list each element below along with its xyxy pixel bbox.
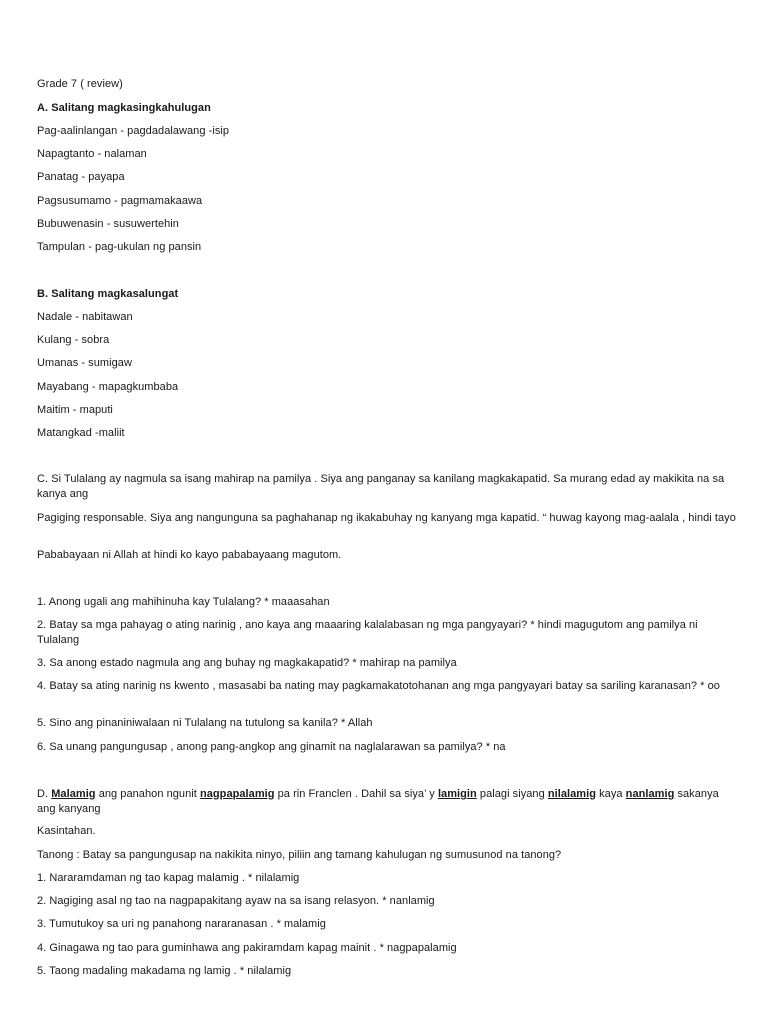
section-d-prompt: Tanong : Batay sa pangungusap na nakikita ninyo, piliin ang tamang kahulugan ng sumusunod na tanong? — [37, 849, 562, 861]
section-d-answer: 1. Nararamdaman ng tao kapag malamig . * nilalamig — [37, 872, 300, 884]
section-c-paragraph: Pababayaan ni Allah at hindi ko kayo pababayaang magutom. — [37, 549, 342, 561]
section-d-prefix: D. — [37, 788, 52, 800]
sentence-text: palagi siyang — [476, 788, 548, 800]
sentence-text: sakanya ang kanyang — [37, 788, 719, 815]
section-a-item: Napagtanto - nalaman — [37, 148, 147, 160]
sentence-text: pa rin Franclen . Dahil sa siya’ y — [274, 788, 438, 800]
section-a-item: Pag-aalinlangan - pagdadalawang -isip — [37, 125, 230, 137]
section-b-item: Umanas - sumigaw — [37, 357, 132, 369]
underlined-word: Malamig — [51, 788, 96, 800]
section-d-continuation: Kasintahan. — [37, 825, 96, 837]
section-a-item: Pagsusumamo - pagmamakaawa — [37, 195, 203, 207]
section-d-answer: 3. Tumutukoy sa uri ng panahong nararanasan . * malamig — [37, 918, 326, 930]
section-b-item: Matangkad -maliit — [37, 427, 125, 439]
underlined-word: lamigin — [437, 788, 477, 800]
section-b-heading: B. Salitang magkasalungat — [37, 288, 179, 300]
section-c-question: 2. Batay sa mga pahayag o ating narinig , ano kaya ang maaaring kalalabasan ng mga pangyayari? * hindi magugutom ang pamilya ni Tulalang — [37, 619, 698, 646]
section-d-answer: 2. Nagiging asal ng tao na nagpapakitang ayaw na sa isang relasyon. * nanlamig — [37, 895, 435, 907]
section-c-paragraph: C. Si Tulalang ay nagmula sa isang mahirap na pamilya . Siya ang panganay sa kanilang magkakapatid. Sa murang edad ay makikita na sa kanya ang — [37, 473, 725, 500]
document-title: Grade 7 ( review) — [37, 78, 123, 90]
section-a-item: Tampulan - pag-ukulan ng pansin — [37, 241, 202, 253]
section-b-item: Nadale - nabitawan — [37, 311, 133, 323]
section-c-paragraph: Pagiging responsable. Siya ang nangunguna sa paghahanap ng ikakabuhay ng kanyang mga kapatid. “ huwag kayong mag-aalala , hindi tayo — [37, 512, 736, 524]
section-a-heading: A. Salitang magkasingkahulugan — [37, 102, 211, 114]
sentence-text: kaya — [596, 788, 626, 800]
section-b-item: Mayabang - mapagkumbaba — [37, 381, 179, 393]
section-a-item: Panatag - payapa — [37, 171, 125, 183]
section-c-question: 1. Anong ugali ang mahihinuha kay Tulalang? * maaasahan — [37, 596, 330, 608]
section-a-item: Bubuwenasin - susuwertehin — [37, 218, 179, 230]
section-d-answer: 5. Taong madaling makadama ng lamig . * nilalamig — [37, 965, 292, 977]
section-c-question: 6. Sa unang pangungusap , anong pang-angkop ang ginamit na naglalarawan sa pamilya? * na — [37, 741, 506, 753]
underlined-word: nanlamig — [625, 788, 675, 800]
section-d-sentence — [37, 787, 737, 817]
underlined-word: nilalamig — [547, 788, 597, 800]
section-d-answer: 4. Ginagawa ng tao para guminhawa ang pakiramdam kapag mainit . * nagpapalamig — [37, 942, 457, 954]
section-c-question: 5. Sino ang pinaniniwalaan ni Tulalang na tutulong sa kanila? * Allah — [37, 717, 373, 729]
section-c-question: 4. Batay sa ating narinig ns kwento , masasabi ba nating may pagkamakatotohanan ang mga pangyayari batay sa sariling karanasan? * oo — [37, 680, 720, 692]
section-c-question: 3. Sa anong estado nagmula ang ang buhay ng magkakapatid? * mahirap na pamilya — [37, 657, 457, 669]
sentence-text: ang panahon ngunit — [95, 788, 200, 800]
underlined-word: nagpapalamig — [199, 788, 275, 800]
section-b-item: Kulang - sobra — [37, 334, 110, 346]
section-b-item: Maitim - maputi — [37, 404, 113, 416]
